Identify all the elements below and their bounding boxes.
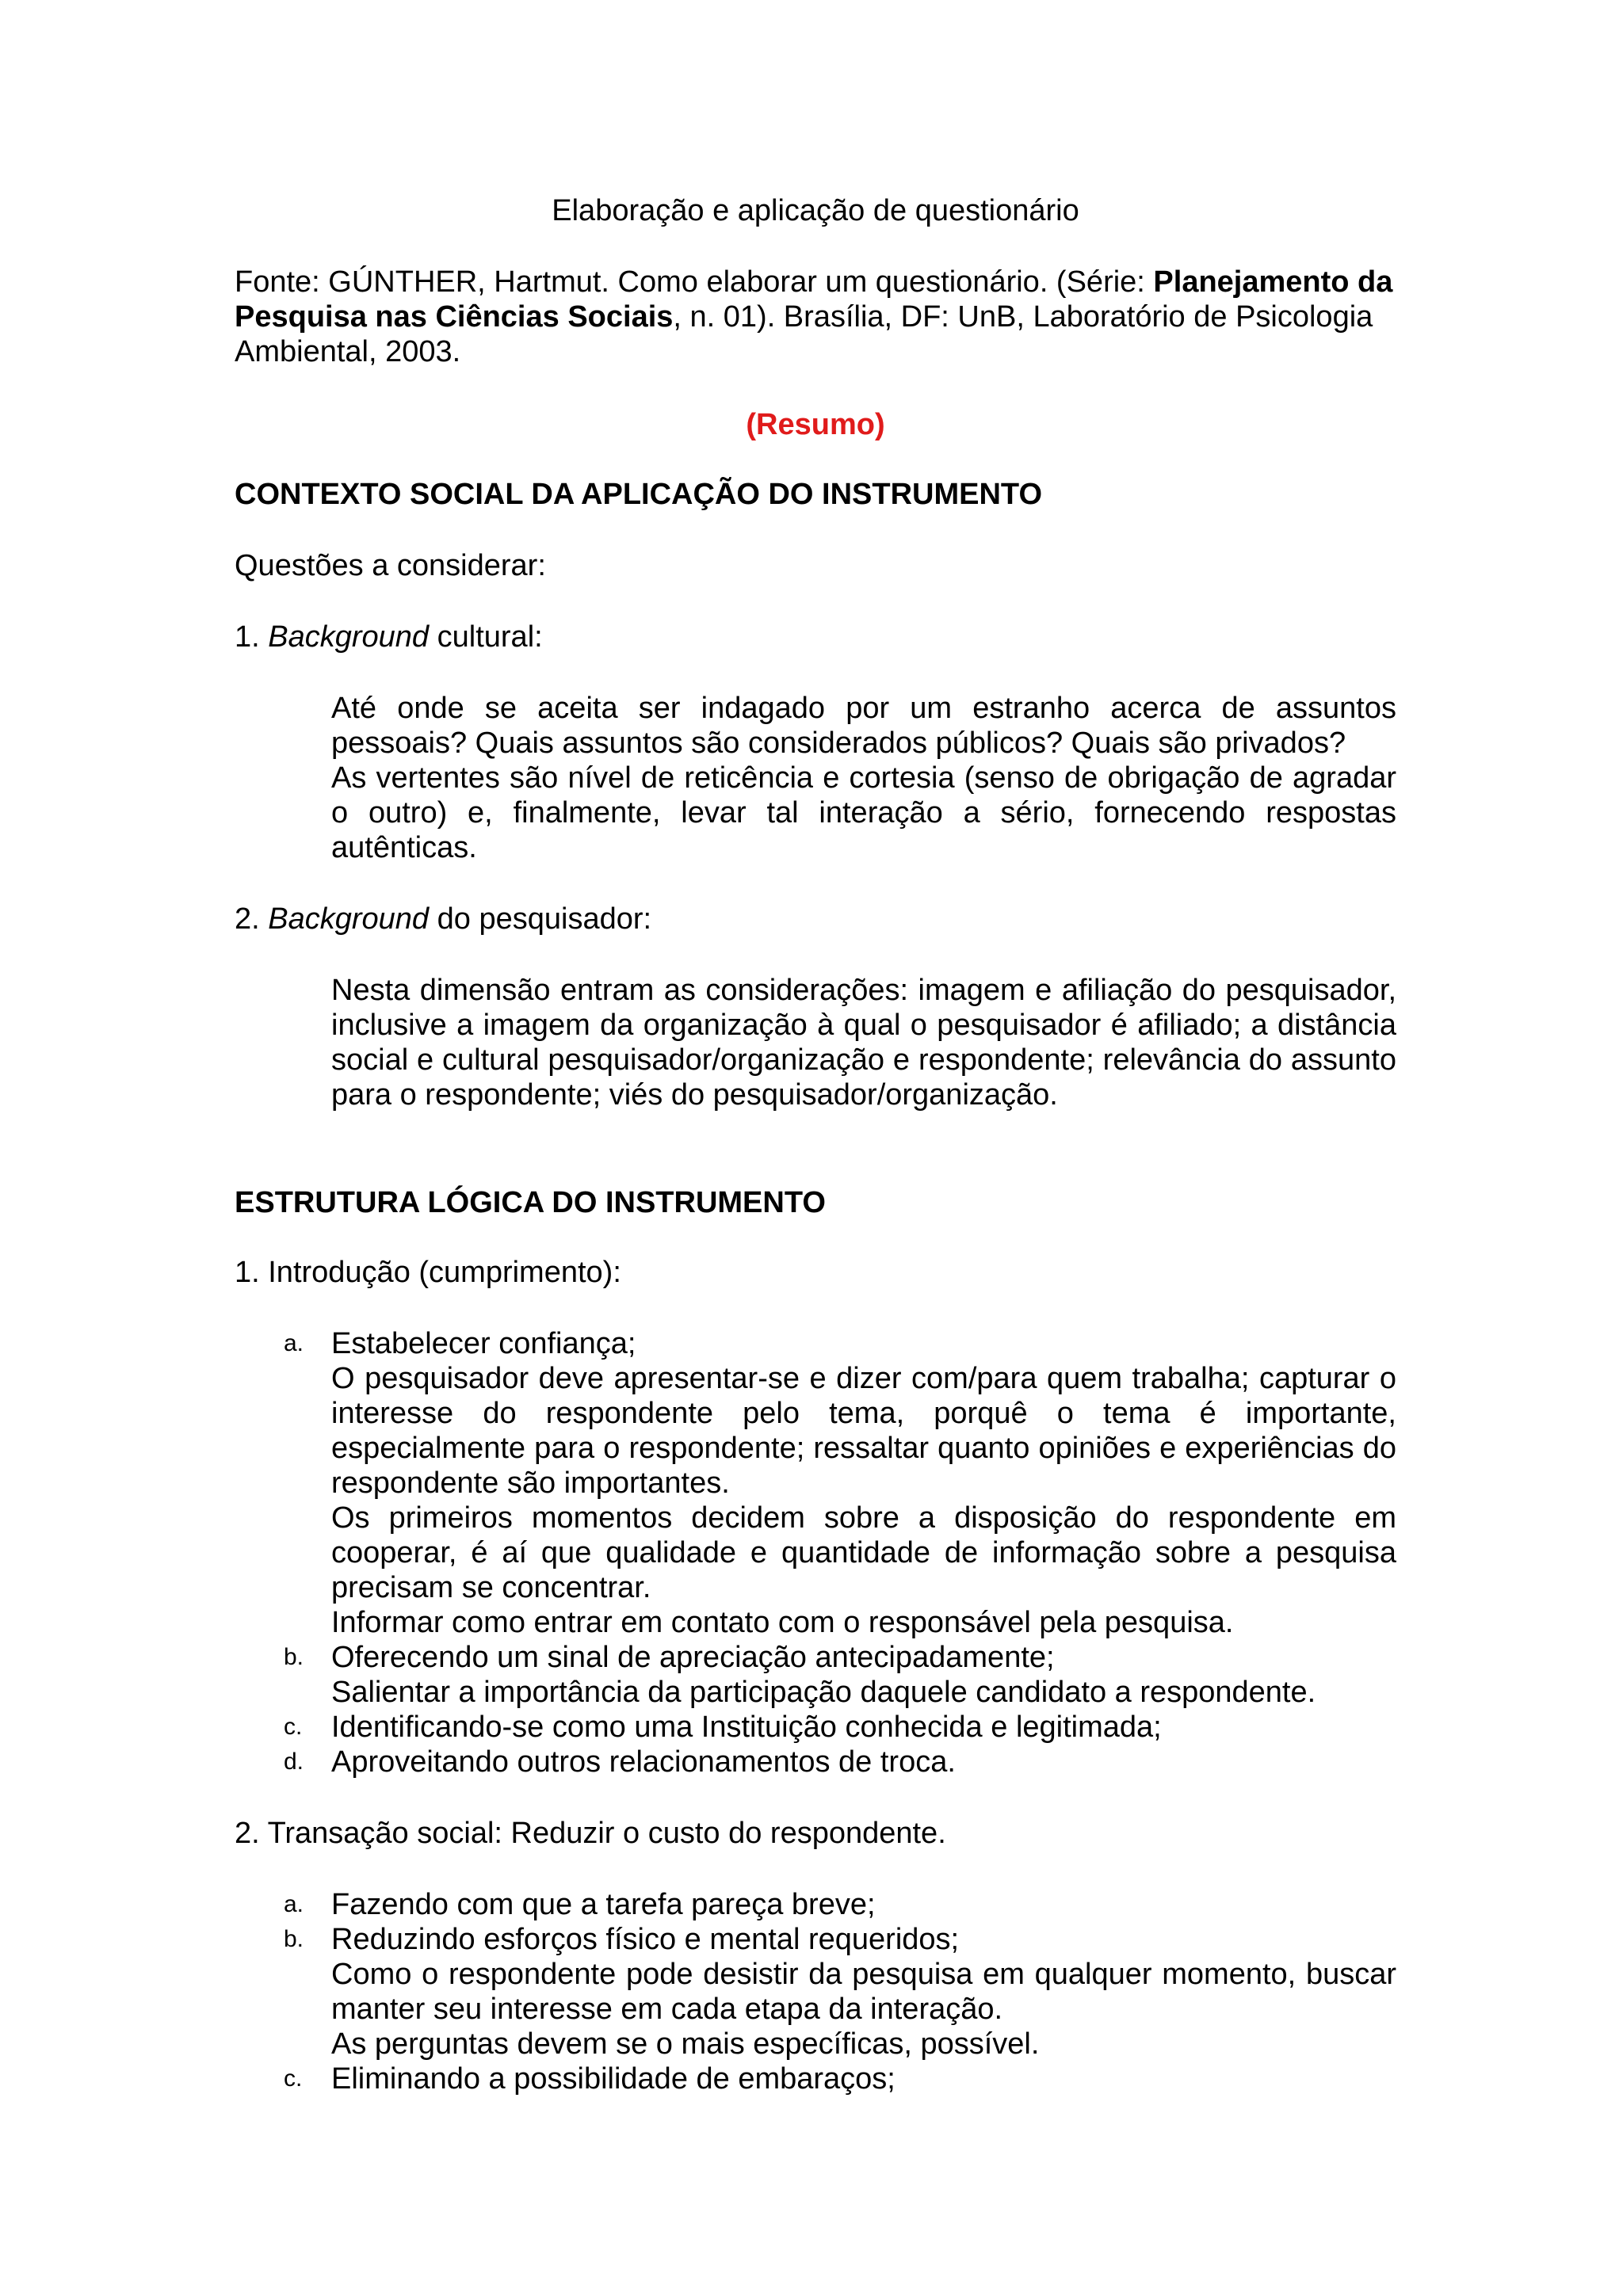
list-item-paragraph: Como o respondente pode desistir da pesquisa em qualquer momento, buscar manter seu interesse em cada etapa da interação. xyxy=(331,1958,1396,2026)
list-marker: c. xyxy=(284,2065,303,2092)
source-series: Planejamento da Pesquisa nas Ciências Sociais xyxy=(235,265,1393,334)
list-marker: c. xyxy=(284,1714,303,1740)
section1-intro: Questões a considerar: xyxy=(235,549,546,582)
list-item-title: Fazendo com que a tarefa pareça breve; xyxy=(331,1888,876,1921)
list-marker: d. xyxy=(284,1749,304,1775)
list-item-paragraph: O pesquisador deve apresentar-se e dizer com/para quem trabalha; capturar o interesse do respondente pelo tema, porquê o tema é importante, especialmente para o respondente; ressaltar quanto opiniões e experiências do respondente são importantes. xyxy=(331,1362,1396,1500)
list-item-paragraph: As perguntas devem se o mais específicas, possível. xyxy=(331,2027,1040,2061)
list-marker: b. xyxy=(284,1644,304,1670)
part1-title: 1. Introdução (cumprimento): xyxy=(235,1256,621,1289)
list-marker: a. xyxy=(284,1330,304,1356)
section1-heading: CONTEXTO SOCIAL DA APLICAÇÃO DO INSTRUMENTO xyxy=(235,478,1043,511)
list-item-paragraph: Salientar a importância da participação daquele candidato a respondente. xyxy=(331,1676,1316,1709)
section1-item1-paragraph1: Até onde se aceita ser indagado por um estranho acerca de assuntos pessoais? Quais assuntos são considerados públicos? Quais são privados? xyxy=(331,692,1396,760)
document-title: Elaboração e aplicação de questionário xyxy=(552,194,1079,227)
part2-title: 2. Transação social: Reduzir o custo do respondente. xyxy=(235,1817,946,1850)
list-item-paragraph: Os primeiros momentos decidem sobre a disposição do respondente em cooperar, é aí que qualidade e quantidade de informação sobre a pesquisa precisam se concentrar. xyxy=(331,1501,1396,1604)
section1-item2-paragraph1: Nesta dimensão entram as considerações: imagem e afiliação do pesquisador, inclusive a imagem da organização à qual o pesquisador é afiliado; a distância social e cultural pesquisador/organização e respondente; relevância do assunto para o respondente; viés do pesquisador/organização. xyxy=(331,974,1396,1112)
section1-item2-title: 2. Background do pesquisador: xyxy=(235,902,652,936)
list-item-title: Reduzindo esforços físico e mental requeridos; xyxy=(331,1923,960,1956)
list-marker: a. xyxy=(284,1891,304,1917)
list-item-title: Aproveitando outros relacionamentos de troca. xyxy=(331,1745,956,1779)
list-item-paragraph: Informar como entrar em contato com o responsável pela pesquisa. xyxy=(331,1606,1234,1639)
source-prefix: Fonte: GÚNTHER, Hartmut. Como elaborar um questionário. (Série: xyxy=(235,265,1154,299)
section1-item1-paragraph2: As vertentes são nível de reticência e cortesia (senso de obrigação de agradar o outro) e, finalmente, levar tal interação a sério, fornecendo respostas autênticas. xyxy=(331,761,1396,864)
section2-heading: ESTRUTURA LÓGICA DO INSTRUMENTO xyxy=(235,1186,826,1219)
list-marker: b. xyxy=(284,1926,304,1952)
list-item-title: Oferecendo um sinal de apreciação antecipadamente; xyxy=(331,1641,1055,1674)
list-item-title: Identificando-se como uma Instituição conhecida e legitimada; xyxy=(331,1711,1162,1744)
summary-label: (Resumo) xyxy=(746,408,885,441)
list-item-title: Eliminando a possibilidade de embaraços; xyxy=(331,2062,896,2096)
source-citation xyxy=(235,265,1396,369)
section1-item1-title: 1. Background cultural: xyxy=(235,620,543,654)
source-suffix: , n. 01). Brasília, DF: UnB, Laboratório de Psicologia Ambiental, 2003. xyxy=(235,300,1373,368)
list-item-title: Estabelecer confiança; xyxy=(331,1327,636,1360)
